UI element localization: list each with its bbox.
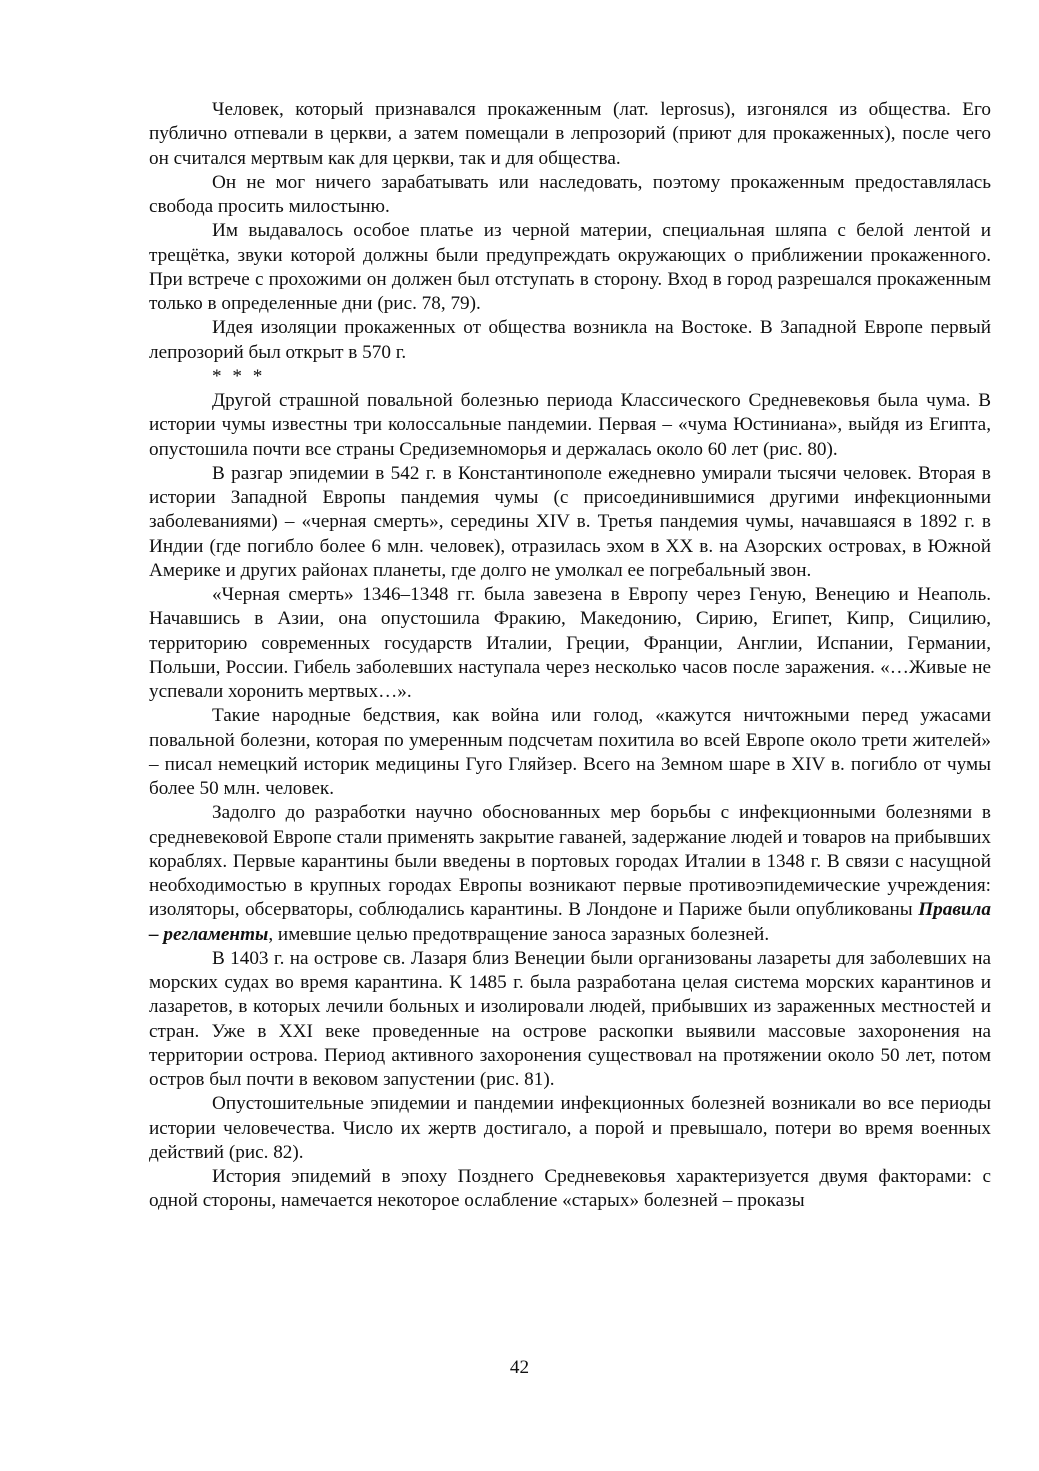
- page-number: 42: [509, 1357, 530, 1378]
- paragraph-late-middle-ages: История эпидемий в эпоху Позднего Средневековья характеризуется двумя факторами: с одной стороны, намечается некоторое ослабление «старых» болезней – проказы: [149, 1166, 991, 1212]
- paragraph-plague-pandemics: В разгар эпидемии в 542 г. в Константинополе ежедневно умирали тысячи человек. Вторая в истории Западной Европы пандемия чумы (с присоединившимися другими инфекционными заболеваниями) – «черная смерть», середины XIV в. Третья пандемия чумы, начавшаяся в 1892 г. в Индии (где погибло более 6 млн. человек), отразилась эхом в XX в. на Азорских островах, в Южной Америке и других районах планеты, где долго не умолкал ее погребальный звон.: [149, 462, 991, 581]
- paragraph-epidemic-victims: Опустошительные эпидемии и пандемии инфекционных болезней возникали во все периоды истории человечества. Число их жертв достигало, а порой и превышало, потери во время военных действий (рис. 82).: [149, 1093, 991, 1163]
- paragraph-leprosy-alms: Он не мог ничего зарабатывать или наследовать, поэтому прокаженным предоставлялась свобода просить милостыню.: [149, 171, 991, 217]
- paragraph-leprosy-clothing: Им выдавалось особое платье из черной материи, специальная шляпа с белой лентой и трещётка, звуки которой должны были предупреждать окружающих о приближении прокаженного. При встрече с прохожими он должен был отступать в сторону. Вход в город разрешался прокаженным только в определенные дни (рис. 78, 79).: [149, 220, 991, 314]
- paragraph-leprosy-exile: Человек, который признавался прокаженным (лат. leprosus), изгонялся из общества. Его публично отпевали в церкви, а затем помещали в лепрозорий (приют для прокаженных), после чего он считался мертвым как для церкви, так и для общества.: [149, 99, 991, 169]
- paragraph-leprosy-isolation: Идея изоляции прокаженных от общества возникла на Востоке. В Западной Европе первый лепрозорий был открыт в 570 г.: [149, 317, 991, 363]
- regulations-emphasis: Правила – регламенты: [149, 899, 991, 945]
- paragraph-plague-intro: Другой страшной повальной болезнью периода Классического Средневековья была чума. В истории чумы известны три колоссальные пандемии. Первая – «чума Юстиниана», выйдя из Египта, опустошила почти все страны Средиземноморья и держалась около 60 лет (рис. 80).: [149, 390, 991, 460]
- paragraph-lazaretto: В 1403 г. на острове св. Лазаря близ Венеции были организованы лазареты для заболевших на морских судах во время карантина. К 1485 г. была разработана целая система морских карантинов и лазаретов, в которых лечили больных и изолировали людей, прибывших из зараженных местностей и стран. Уже в XXI веке проведенные на острове раскопки выявили массовые захоронения на территории острова. Период активного захоронения существовал на протяжении около 50 лет, потом остров был почти в вековом запустении (рис. 81).: [149, 947, 991, 1090]
- section-separator: * * *: [212, 365, 266, 387]
- paragraph-quarantine: [149, 801, 991, 947]
- paragraph-plague-casualties: Такие народные бедствия, как война или голод, «кажутся ничтожными перед ужасами повальной болезни, которая по умеренным подсчетам похитила во всей Европе около трети жителей» – писал немецкий историк медицины Гуго Гляйзер. Всего на Земном шаре в XIV в. погибло от чумы более 50 млн. человек.: [149, 705, 991, 799]
- paragraph-black-death: «Черная смерть» 1346–1348 гг. была завезена в Европу через Геную, Венецию и Неаполь. Начавшись в Азии, она опустошила Фракию, Македонию, Сирию, Египет, Кипр, Сицилию, территорию современных государств Италии, Греции, Франции, Англии, Испании, Германии, Польши, России. Гибель заболевших наступала через несколько часов после заражения. «…Живые не успевали хоронить мертвых…».: [149, 584, 991, 702]
- page-body: [149, 98, 991, 1214]
- quarantine-text-after: , имевшие целью предотвращение заноса заразных болезней.: [268, 923, 770, 945]
- quarantine-text-before: Задолго до разработки научно обоснованных мер борьбы с инфекционными болезнями в средневековой Европе стали применять закрытие гаваней, задержание людей и товаров на прибывших кораблях. Первые карантины были введены в портовых городах Италии в 1348 г. В связи с насущной необходимостью в крупных городах Европы возникают первые противоэпидемические учреждения: изоляторы, обсерваторы, соблюдались карантины. В Лондоне и Париже были опубликованы: [149, 802, 991, 921]
